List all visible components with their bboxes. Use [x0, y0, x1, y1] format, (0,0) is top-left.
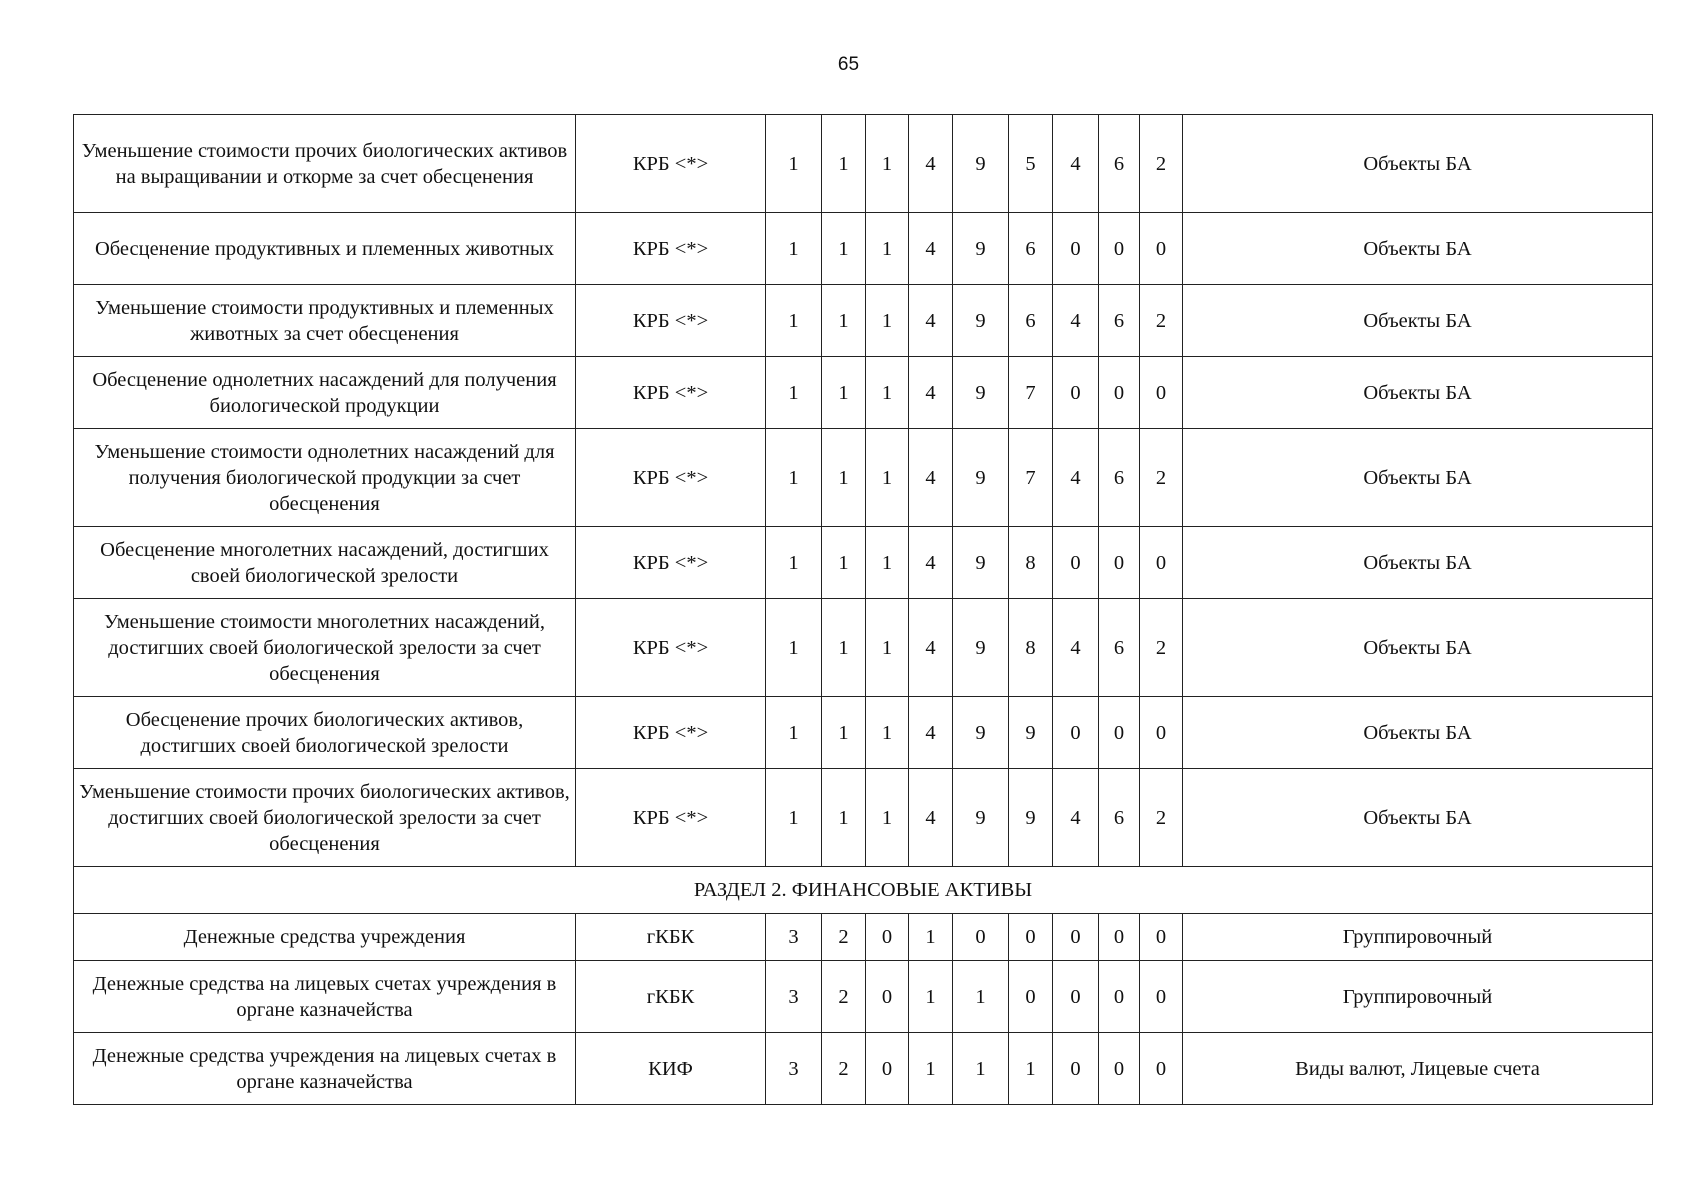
analytics-cell: Объекты БА: [1183, 527, 1653, 599]
account-digit-cell: 4: [909, 527, 953, 599]
account-digit-cell: 9: [953, 213, 1009, 285]
table-row: [74, 285, 1653, 357]
analytics-cell: Объекты БА: [1183, 285, 1653, 357]
account-digit-cell: 1: [909, 961, 953, 1033]
account-digit-cell: 2: [1140, 285, 1183, 357]
account-digit-cell: 1: [1009, 1033, 1053, 1105]
account-digit-cell: 0: [866, 1033, 909, 1105]
account-digit-cell: 9: [953, 599, 1009, 697]
account-name-cell: Уменьшение стоимости многолетних насаждений, достигших своей биологической зрелости за счет обесценения: [74, 599, 576, 697]
account-name-cell: Обесценение продуктивных и племенных животных: [74, 213, 576, 285]
account-digit-cell: 0: [1140, 697, 1183, 769]
account-digit-cell: 0: [1053, 697, 1099, 769]
account-digit-cell: 1: [822, 599, 866, 697]
account-digit-cell: 2: [822, 914, 866, 961]
account-digit-cell: 1: [866, 213, 909, 285]
account-digit-cell: 0: [1099, 914, 1140, 961]
account-digit-cell: 0: [1053, 914, 1099, 961]
account-digit-cell: 3: [766, 961, 822, 1033]
account-digit-cell: 9: [953, 429, 1009, 527]
code-type-cell: КРБ <*>: [576, 697, 766, 769]
account-digit-cell: 0: [953, 914, 1009, 961]
account-digit-cell: 1: [766, 697, 822, 769]
accounts-table: [73, 114, 1653, 1105]
account-name-cell: Денежные средства на лицевых счетах учреждения в органе казначейства: [74, 961, 576, 1033]
account-digit-cell: 9: [953, 527, 1009, 599]
account-digit-cell: 0: [1053, 357, 1099, 429]
account-digit-cell: 6: [1099, 115, 1140, 213]
account-digit-cell: 0: [1140, 961, 1183, 1033]
analytics-cell: Объекты БА: [1183, 697, 1653, 769]
account-digit-cell: 2: [1140, 599, 1183, 697]
account-digit-cell: 4: [909, 285, 953, 357]
account-name-cell: Обесценение однолетних насаждений для получения биологической продукции: [74, 357, 576, 429]
account-name-cell: Денежные средства учреждения: [74, 914, 576, 961]
code-type-cell: гКБК: [576, 914, 766, 961]
account-digit-cell: 4: [909, 213, 953, 285]
account-digit-cell: 9: [953, 769, 1009, 867]
account-digit-cell: 0: [1099, 357, 1140, 429]
account-digit-cell: 9: [953, 697, 1009, 769]
account-digit-cell: 9: [1009, 769, 1053, 867]
code-type-cell: гКБК: [576, 961, 766, 1033]
table-row: [74, 357, 1653, 429]
account-digit-cell: 2: [822, 1033, 866, 1105]
account-digit-cell: 0: [1053, 527, 1099, 599]
account-digit-cell: 1: [822, 697, 866, 769]
section-header-row: [74, 867, 1653, 914]
account-digit-cell: 3: [766, 1033, 822, 1105]
account-name-cell: Денежные средства учреждения на лицевых счетах в органе казначейства: [74, 1033, 576, 1105]
analytics-cell: Объекты БА: [1183, 599, 1653, 697]
account-digit-cell: 9: [953, 285, 1009, 357]
account-digit-cell: 4: [1053, 429, 1099, 527]
analytics-cell: Виды валют, Лицевые счета: [1183, 1033, 1653, 1105]
account-digit-cell: 4: [909, 697, 953, 769]
account-digit-cell: 1: [953, 1033, 1009, 1105]
account-name-cell: Обесценение многолетних насаждений, достигших своей биологической зрелости: [74, 527, 576, 599]
account-digit-cell: 6: [1009, 285, 1053, 357]
account-digit-cell: 9: [1009, 697, 1053, 769]
account-digit-cell: 4: [909, 599, 953, 697]
account-name-cell: Уменьшение стоимости прочих биологических активов, достигших своей биологической зрелости за счет обесценения: [74, 769, 576, 867]
account-digit-cell: 0: [1053, 213, 1099, 285]
account-name-cell: Обесценение прочих биологических активов, достигших своей биологической зрелости: [74, 697, 576, 769]
account-digit-cell: 1: [822, 769, 866, 867]
account-digit-cell: 2: [822, 961, 866, 1033]
account-digit-cell: 1: [766, 115, 822, 213]
account-digit-cell: 7: [1009, 357, 1053, 429]
page-number: 65: [837, 54, 860, 75]
account-digit-cell: 6: [1099, 599, 1140, 697]
account-digit-cell: 1: [822, 357, 866, 429]
account-digit-cell: 2: [1140, 429, 1183, 527]
account-digit-cell: 1: [822, 527, 866, 599]
account-digit-cell: 1: [866, 285, 909, 357]
account-digit-cell: 1: [822, 429, 866, 527]
account-digit-cell: 1: [909, 1033, 953, 1105]
account-digit-cell: 8: [1009, 527, 1053, 599]
account-digit-cell: 0: [1099, 961, 1140, 1033]
table-row: [74, 914, 1653, 961]
account-name-cell: Уменьшение стоимости прочих биологических активов на выращивании и откорме за счет обесценения: [74, 115, 576, 213]
account-digit-cell: 5: [1009, 115, 1053, 213]
code-type-cell: КРБ <*>: [576, 115, 766, 213]
analytics-cell: Группировочный: [1183, 914, 1653, 961]
table-body-biological-assets: [74, 115, 1653, 867]
account-digit-cell: 0: [1009, 914, 1053, 961]
account-digit-cell: 0: [1099, 1033, 1140, 1105]
account-digit-cell: 4: [1053, 115, 1099, 213]
code-type-cell: КРБ <*>: [576, 599, 766, 697]
account-digit-cell: 4: [909, 115, 953, 213]
table-row: [74, 1033, 1653, 1105]
account-digit-cell: 0: [1009, 961, 1053, 1033]
account-digit-cell: 1: [866, 429, 909, 527]
account-digit-cell: 6: [1099, 769, 1140, 867]
account-digit-cell: 2: [1140, 769, 1183, 867]
account-digit-cell: 1: [822, 115, 866, 213]
account-digit-cell: 6: [1009, 213, 1053, 285]
account-digit-cell: 1: [953, 961, 1009, 1033]
account-digit-cell: 6: [1099, 429, 1140, 527]
table-body-financial-assets: [74, 914, 1653, 1105]
account-digit-cell: 4: [909, 357, 953, 429]
account-digit-cell: 0: [1099, 213, 1140, 285]
account-digit-cell: 4: [909, 429, 953, 527]
account-digit-cell: 9: [953, 357, 1009, 429]
account-digit-cell: 1: [866, 599, 909, 697]
account-digit-cell: 0: [1099, 527, 1140, 599]
account-digit-cell: 6: [1099, 285, 1140, 357]
code-type-cell: КИФ: [576, 1033, 766, 1105]
account-digit-cell: 0: [1140, 213, 1183, 285]
account-digit-cell: 4: [1053, 769, 1099, 867]
account-digit-cell: 1: [766, 599, 822, 697]
table-row: [74, 961, 1653, 1033]
account-digit-cell: 1: [822, 285, 866, 357]
account-digit-cell: 1: [866, 115, 909, 213]
table-row: [74, 769, 1653, 867]
table-row: [74, 213, 1653, 285]
account-digit-cell: 0: [1140, 527, 1183, 599]
analytics-cell: Объекты БА: [1183, 115, 1653, 213]
account-digit-cell: 0: [1099, 697, 1140, 769]
table-row: [74, 527, 1653, 599]
account-digit-cell: 8: [1009, 599, 1053, 697]
account-digit-cell: 0: [1140, 1033, 1183, 1105]
code-type-cell: КРБ <*>: [576, 769, 766, 867]
analytics-cell: Объекты БА: [1183, 213, 1653, 285]
table-row: [74, 429, 1653, 527]
account-digit-cell: 1: [822, 213, 866, 285]
account-digit-cell: 0: [1053, 1033, 1099, 1105]
code-type-cell: КРБ <*>: [576, 429, 766, 527]
table-row: [74, 115, 1653, 213]
code-type-cell: КРБ <*>: [576, 213, 766, 285]
analytics-cell: Группировочный: [1183, 961, 1653, 1033]
account-digit-cell: 4: [909, 769, 953, 867]
account-digit-cell: 1: [866, 769, 909, 867]
account-digit-cell: 0: [1053, 961, 1099, 1033]
account-digit-cell: 3: [766, 914, 822, 961]
account-digit-cell: 7: [1009, 429, 1053, 527]
account-digit-cell: 1: [766, 285, 822, 357]
account-digit-cell: 1: [866, 697, 909, 769]
account-digit-cell: 1: [909, 914, 953, 961]
account-digit-cell: 0: [1140, 357, 1183, 429]
account-digit-cell: 1: [766, 213, 822, 285]
analytics-cell: Объекты БА: [1183, 357, 1653, 429]
analytics-cell: Объекты БА: [1183, 429, 1653, 527]
account-digit-cell: 4: [1053, 285, 1099, 357]
account-digit-cell: 0: [866, 961, 909, 1033]
table-row: [74, 697, 1653, 769]
account-digit-cell: 0: [866, 914, 909, 961]
account-digit-cell: 0: [1140, 914, 1183, 961]
code-type-cell: КРБ <*>: [576, 285, 766, 357]
section-title: РАЗДЕЛ 2. ФИНАНСОВЫЕ АКТИВЫ: [74, 867, 1653, 914]
code-type-cell: КРБ <*>: [576, 527, 766, 599]
account-name-cell: Уменьшение стоимости продуктивных и племенных животных за счет обесценения: [74, 285, 576, 357]
analytics-cell: Объекты БА: [1183, 769, 1653, 867]
account-digit-cell: 1: [866, 527, 909, 599]
account-digit-cell: 4: [1053, 599, 1099, 697]
account-digit-cell: 9: [953, 115, 1009, 213]
account-digit-cell: 2: [1140, 115, 1183, 213]
table-section: [74, 867, 1653, 914]
account-digit-cell: 1: [766, 357, 822, 429]
code-type-cell: КРБ <*>: [576, 357, 766, 429]
account-digit-cell: 1: [766, 769, 822, 867]
account-digit-cell: 1: [766, 527, 822, 599]
account-name-cell: Уменьшение стоимости однолетних насаждений для получения биологической продукции за счет обесценения: [74, 429, 576, 527]
account-digit-cell: 1: [866, 357, 909, 429]
table-row: [74, 599, 1653, 697]
account-digit-cell: 1: [766, 429, 822, 527]
